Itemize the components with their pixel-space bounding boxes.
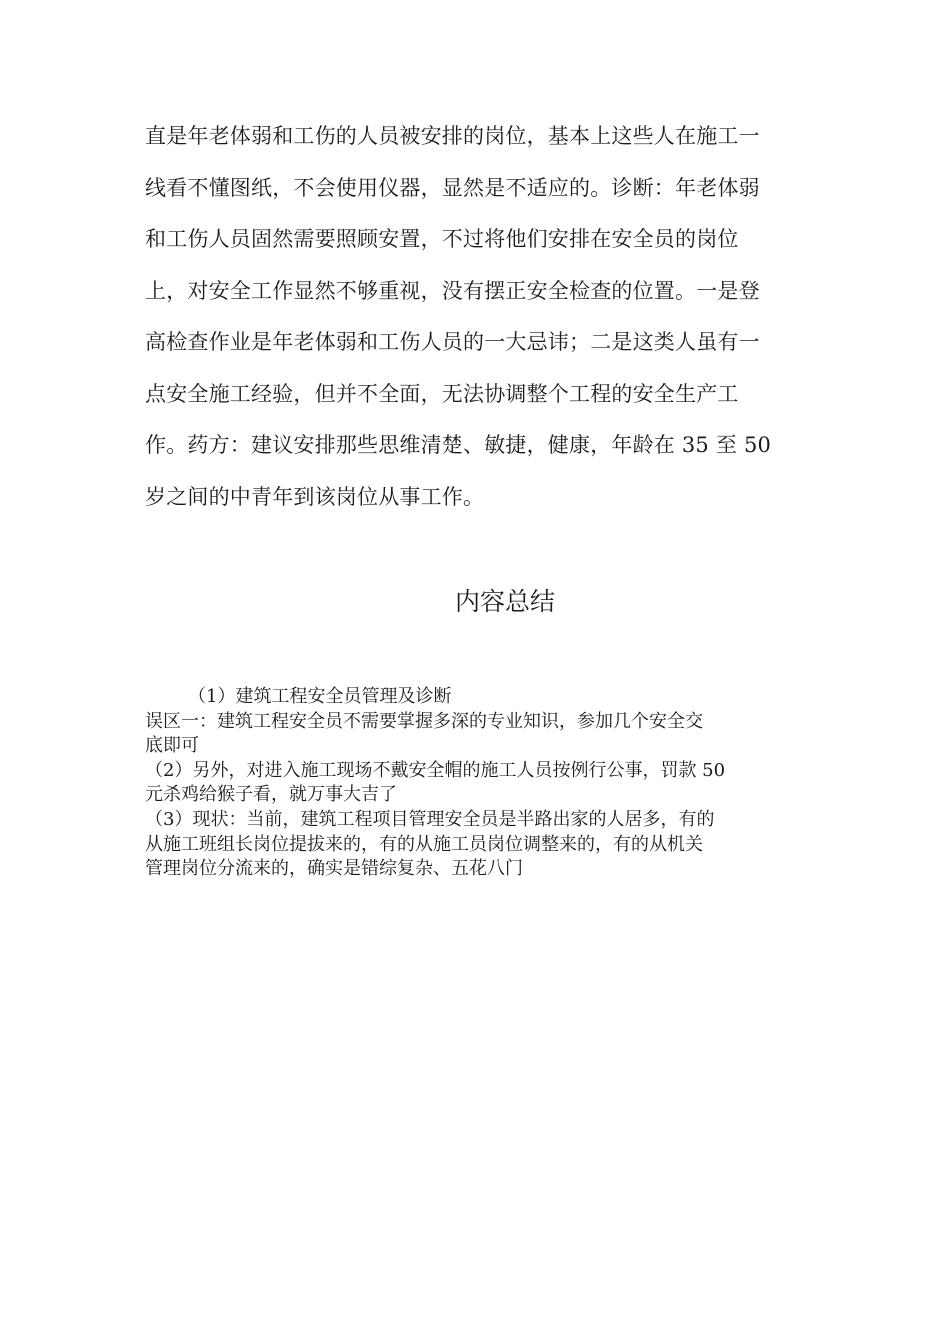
summary-line: 底即可 <box>145 735 199 757</box>
body-line: 直是年老体弱和工伤的人员被安排的岗位，基本上这些人在施工一 <box>145 124 760 148</box>
body-line: 高检查作业是年老体弱和工伤人员的一大忌讳；二是这类人虽有一 <box>145 330 760 354</box>
body-line: 和工伤人员固然需要照顾安置，不过将他们安排在安全员的岗位 <box>145 227 739 251</box>
body-line: 上，对安全工作显然不够重视，没有摆正安全检查的位置。一是登 <box>145 278 760 303</box>
summary-title: 内容总结 <box>454 587 555 616</box>
summary-line: 误区一：建筑工程安全员不需要掌握多深的专业知识，参加几个安全交 <box>145 710 703 732</box>
summary-section <box>145 684 825 881</box>
body-line: 点安全施工经验，但并不全面，无法协调整个工程的安全生产工 <box>145 381 739 406</box>
summary-line: 管理岗位分流来的，确实是错综复杂、五花八门 <box>145 858 523 880</box>
body-line: 线看不懂图纸，不会使用仪器，显然是不适应的。诊断：年老体弱 <box>145 175 760 200</box>
summary-line: 元杀鸡给猴子看，就万事大吉了 <box>145 784 397 806</box>
body-line: 作。药方：建议安排那些思维清楚、敏捷，健康，年龄在 35 至 50 <box>145 433 772 457</box>
summary-line: （3）现状：当前，建筑工程项目管理安全员是半路出家的人居多，有的 <box>145 808 715 830</box>
body-line: 岁之间的中青年到该岗位从事工作。 <box>145 484 485 509</box>
summary-line: （2）另外，对进入施工现场不戴安全帽的施工人员按例行公事，罚款 50 <box>145 759 726 781</box>
summary-line: （1）建筑工程安全员管理及诊断 <box>188 686 452 707</box>
body-paragraph <box>145 114 805 526</box>
summary-line: 从施工班组长岗位提拔来的，有的从施工员岗位调整来的，有的从机关 <box>145 833 703 855</box>
